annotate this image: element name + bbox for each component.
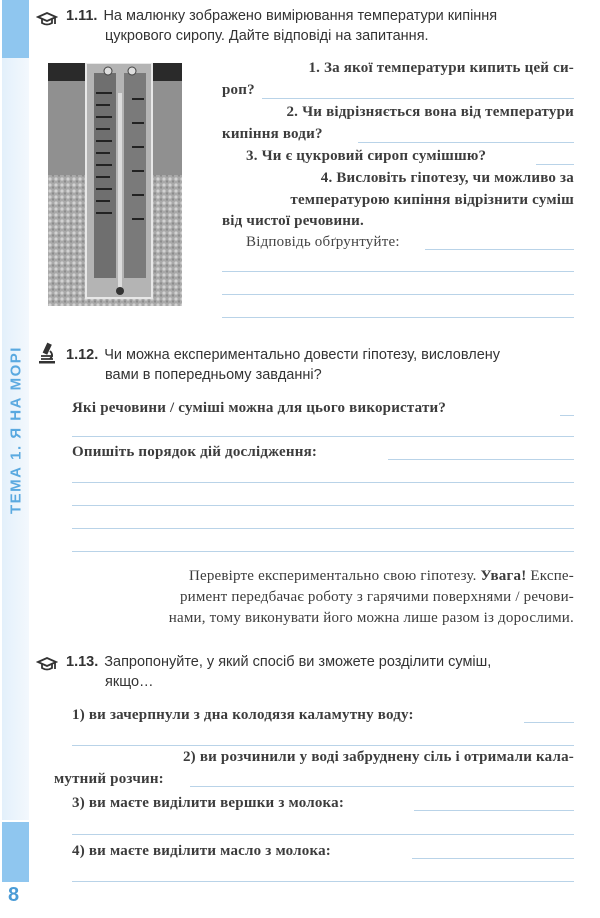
question-4-line2: температурою кипіння відрізнити суміш (290, 192, 574, 208)
answer-line[interactable] (222, 294, 574, 295)
substances-prompt: Які речовини / суміші можна для цього використати? (72, 400, 447, 416)
answer-line[interactable] (72, 482, 574, 483)
question-3: 3. Чи є цукровий сироп сумішшю? (246, 148, 487, 164)
answer-line[interactable] (222, 271, 574, 272)
answer-line[interactable] (72, 881, 574, 882)
question-4-line1: 4. Висловіть гіпотезу, чи можливо за (320, 170, 574, 186)
task-title: Чи можна експериментально довести гіпотезу, висловлену (104, 347, 501, 363)
case-1: 1) ви зачерпнули з дна колодязя каламутну воду: (72, 707, 414, 723)
task-1-13-header (66, 652, 586, 692)
microscope-icon (38, 342, 56, 364)
question-1-line2: роп? (222, 82, 255, 98)
graduation-cap-icon (36, 655, 58, 673)
answer-line[interactable] (72, 436, 574, 437)
task-title-cont: цукрового сиропу. Дайте відповіді на запитання. (105, 28, 429, 44)
answer-line[interactable] (425, 249, 574, 250)
question-4-line3: від чистої речовини. (222, 213, 364, 229)
section-label (2, 330, 29, 530)
answer-line[interactable] (414, 810, 574, 811)
warning-label: Увага! (480, 568, 527, 584)
note-text: Експе- (530, 568, 574, 584)
question-2-line1: 2. Чи відрізняється вона від температури (286, 104, 574, 120)
answer-line[interactable] (222, 317, 574, 318)
page-number: 8 (8, 884, 20, 906)
answer-line[interactable] (72, 505, 574, 506)
answer-line[interactable] (72, 551, 574, 552)
graduation-cap-icon (36, 10, 58, 28)
answer-line[interactable] (72, 834, 574, 835)
task-title-cont: вами в попередньому завданні? (105, 367, 322, 383)
case-2-line1: 2) ви розчинили у воді забруднену сіль і отримали кала- (182, 749, 574, 765)
task-number: 1.11. (66, 8, 98, 24)
note-text: Перевірте експериментально свою гіпотезу. (188, 568, 477, 584)
task-1-12-header (66, 345, 586, 385)
case-3: 3) ви маєте виділити вершки з молока: (72, 795, 345, 811)
task-number: 1.12. (66, 347, 99, 363)
answer-line[interactable] (388, 459, 574, 460)
case-2-line2: мутний розчин: (54, 771, 164, 787)
margin-accent-bottom (2, 822, 29, 882)
answer-line[interactable] (72, 528, 574, 529)
justify-prompt: Відповідь обґрунтуйте: (246, 234, 400, 250)
answer-line[interactable] (536, 164, 574, 165)
thermometer-image (48, 63, 182, 306)
task-1-11-header (66, 6, 586, 46)
answer-line[interactable] (358, 142, 574, 143)
safety-note-line3: нами, тому виконувати його можна лише разом із дорослими. (168, 610, 574, 626)
thermometer-photo (48, 63, 182, 306)
section-label-text: ТЕМА 1. Я НА МОРІ (7, 346, 24, 514)
case-4: 4) ви маєте виділити масло з молока: (72, 843, 331, 859)
margin-accent-top (2, 0, 29, 58)
answer-line[interactable] (412, 858, 574, 859)
task-title: Запропонуйте, у який спосіб ви зможете розділити суміш, (104, 654, 492, 670)
answer-line[interactable] (524, 722, 574, 723)
safety-note-line2: римент передбачає роботу з гарячими поверхнями / речови- (179, 589, 574, 605)
task-title-cont: якщо… (105, 674, 154, 690)
answer-line[interactable] (560, 415, 574, 416)
question-1-line1: 1. За якої температури кипить цей си- (308, 60, 574, 76)
task-number: 1.13. (66, 654, 99, 670)
task-title: На малюнку зображено вимірювання температури кипіння (103, 8, 498, 24)
question-2-line2: кипіння води? (222, 126, 323, 142)
answer-line[interactable] (262, 98, 574, 99)
procedure-prompt: Опишіть порядок дій дослідження: (72, 444, 318, 460)
safety-note-line1 (72, 565, 574, 587)
answer-line[interactable] (190, 786, 574, 787)
